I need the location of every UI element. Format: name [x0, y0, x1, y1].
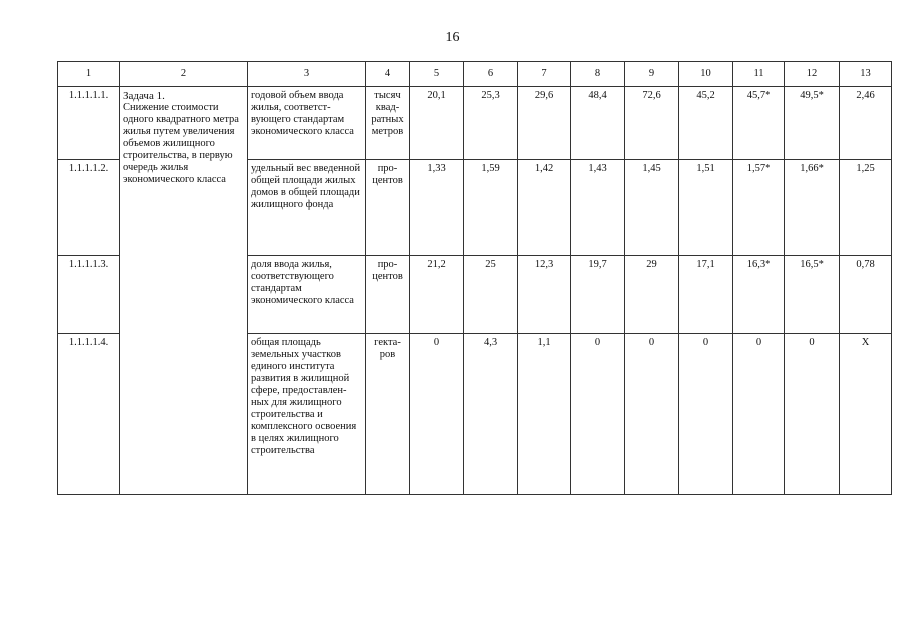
task-cell — [120, 87, 248, 495]
indicator-cell: годовой объем ввода жилья, соответст-вующего стандартам экономического класса — [248, 87, 366, 160]
value-cell: 0 — [733, 334, 785, 495]
column-header: 2 — [120, 62, 248, 87]
task-text: Снижение стоимости одного квадратного метра жилья путем увеличения объемов жилищного строительства, в первую очередь жилья экономического класса — [123, 102, 239, 185]
value-cell: 1,1 — [518, 334, 571, 495]
column-header: 5 — [410, 62, 464, 87]
value-cell: 0 — [679, 334, 733, 495]
value-cell: 1,42 — [518, 160, 571, 256]
value-cell: 16,5* — [785, 256, 840, 334]
value-cell: 2,46 — [840, 87, 892, 160]
value-cell: 29 — [625, 256, 679, 334]
value-cell: 0 — [571, 334, 625, 495]
value-cell: 12,3 — [518, 256, 571, 334]
column-header: 8 — [571, 62, 625, 87]
value-cell: 1,57* — [733, 160, 785, 256]
value-cell: 4,3 — [464, 334, 518, 495]
indicator-cell: доля ввода жилья, соответствующего стандартам экономического класса — [248, 256, 366, 334]
unit-cell: про-центов — [366, 160, 410, 256]
value-cell: 1,59 — [464, 160, 518, 256]
value-cell: 45,7* — [733, 87, 785, 160]
value-cell: 1,25 — [840, 160, 892, 256]
column-header: 13 — [840, 62, 892, 87]
value-cell: 1,33 — [410, 160, 464, 256]
column-header: 12 — [785, 62, 840, 87]
value-cell: 1,66* — [785, 160, 840, 256]
value-cell: 1,51 — [679, 160, 733, 256]
value-cell: 0 — [410, 334, 464, 495]
indicators-table — [57, 61, 892, 495]
value-cell: 48,4 — [571, 87, 625, 160]
indicator-cell: общая площадь земельных участков единого института развития в жилищной сфере, предоставлен-ных для жилищного строительства и комплексного освоения в целях жилищного строительства — [248, 334, 366, 495]
value-cell: 20,1 — [410, 87, 464, 160]
unit-cell: гекта-ров — [366, 334, 410, 495]
row-code: 1.1.1.1.3. — [58, 256, 120, 334]
value-cell: 0 — [785, 334, 840, 495]
indicator-cell: удельный вес введенной общей площади жилых домов в общей площади жилищного фонда — [248, 160, 366, 256]
value-cell: 25,3 — [464, 87, 518, 160]
value-cell: 17,1 — [679, 256, 733, 334]
column-header: 1 — [58, 62, 120, 87]
task-title: Задача 1. — [123, 90, 165, 102]
value-cell: 21,2 — [410, 256, 464, 334]
column-header: 10 — [679, 62, 733, 87]
value-cell: 45,2 — [679, 87, 733, 160]
value-cell: 0 — [625, 334, 679, 495]
row-code: 1.1.1.1.1. — [58, 87, 120, 160]
value-cell: 1,43 — [571, 160, 625, 256]
value-cell: 49,5* — [785, 87, 840, 160]
row-code: 1.1.1.1.2. — [58, 160, 120, 256]
column-header: 11 — [733, 62, 785, 87]
value-cell: 29,6 — [518, 87, 571, 160]
column-header: 7 — [518, 62, 571, 87]
value-cell: X — [840, 334, 892, 495]
row-code: 1.1.1.1.4. — [58, 334, 120, 495]
column-header: 6 — [464, 62, 518, 87]
value-cell: 1,45 — [625, 160, 679, 256]
column-header: 3 — [248, 62, 366, 87]
value-cell: 25 — [464, 256, 518, 334]
table-row — [58, 87, 892, 160]
column-header: 4 — [366, 62, 410, 87]
value-cell: 19,7 — [571, 256, 625, 334]
value-cell: 72,6 — [625, 87, 679, 160]
value-cell: 16,3* — [733, 256, 785, 334]
unit-cell: тысяч квад-ратных метров — [366, 87, 410, 160]
header-row — [58, 62, 892, 87]
column-header: 9 — [625, 62, 679, 87]
unit-cell: про-центов — [366, 256, 410, 334]
value-cell: 0,78 — [840, 256, 892, 334]
page-number: 16 — [445, 30, 460, 45]
